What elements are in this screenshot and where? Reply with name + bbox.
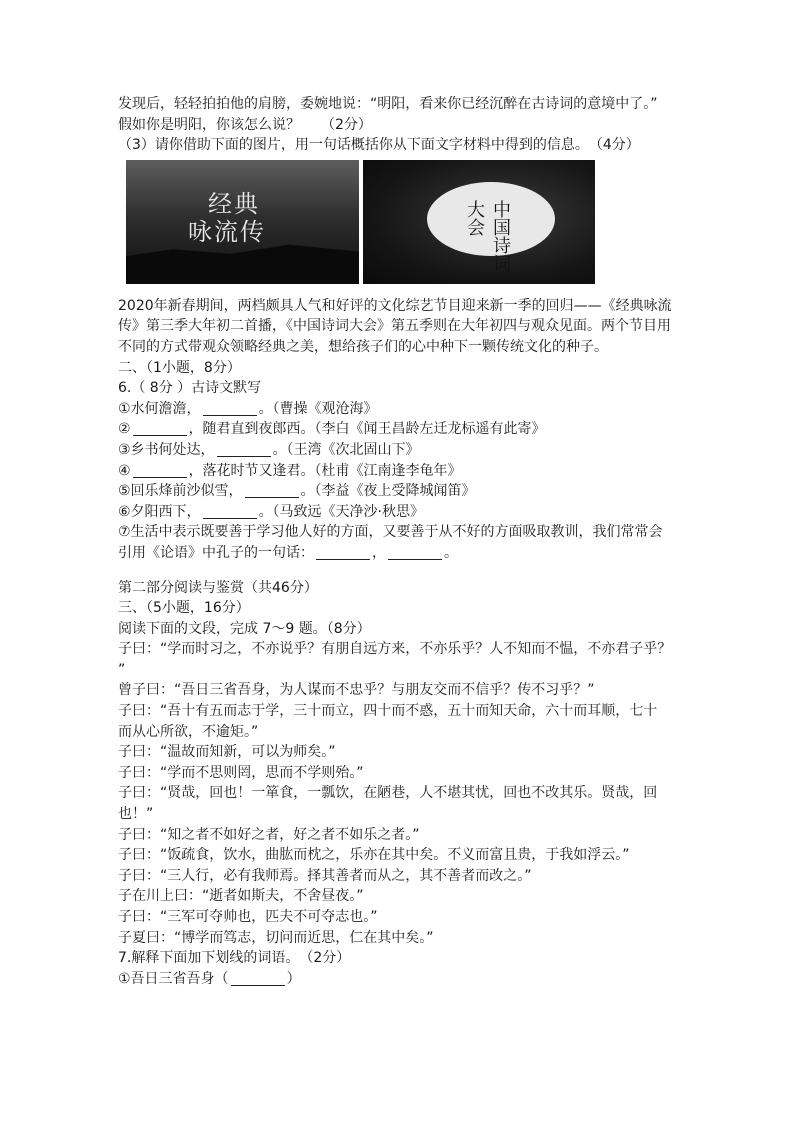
- image-title-2: 咏流传: [188, 217, 266, 246]
- image-title-1: 经典: [208, 189, 260, 218]
- analects-line: 子曰：“学而时习之，不亦说乎？有朋自远方来，不亦乐乎？人不知而不愠，不亦君子乎？: [118, 641, 672, 658]
- answer-blank[interactable]: [388, 545, 442, 560]
- document-page: [118, 94, 678, 989]
- analects-line: 子曰：“三军可夺帅也，匹夫不可夺志也。”: [118, 909, 378, 925]
- section-heading: 三、（5小题，16分）: [118, 600, 250, 617]
- poetry-program-image: [363, 160, 595, 284]
- text-line: 发现后，轻轻拍拍他的肩膀，委婉地说：“明阳，看来你已经沉醉在古诗词的意境中了。”: [118, 96, 658, 112]
- analects-line: 而从心所欲，不逾矩。”: [118, 723, 259, 740]
- image-row: [122, 160, 678, 288]
- classic-program-image: [126, 160, 359, 284]
- material-line: 传》第三季大年初二首播，《中国诗词大会》第五季则在大年初四与观众见面。两个节目用: [118, 318, 671, 335]
- text-line: 假如你是明阳，你该怎么说？ （2分）: [118, 116, 372, 133]
- analects-line: 子曰：“三人行，必有我师焉。择其善者而从之，其不善者而改之。”: [118, 867, 532, 884]
- analects-line: 子曰：“温故而知新，可以为师矣。”: [118, 744, 336, 761]
- image-title-3: 中国诗词大会: [464, 199, 511, 272]
- material-line: 不同的方式带观众领略经典之美，想给孩子们的心中种下一颗传统文化的种子。: [118, 338, 608, 355]
- question-3: （3）请你借助下面的图片，用一句话概括你从下面文字材料中得到的信息。 （4分）: [118, 137, 640, 154]
- recite-item-7: ⑦生活中表示既要善于学习他人好的方面，又要善于从不好的方面吸取教训，我们常常会: [118, 524, 663, 541]
- answer-blank[interactable]: [203, 504, 257, 519]
- analects-line: 也！”: [118, 806, 154, 823]
- recite-item: ①水何澹澹， 。（曹操《观沧海》: [118, 400, 378, 417]
- analects-line: 子夏曰：“博学而笃志，切问而近思，仁在其中矣。”: [118, 929, 434, 946]
- section-heading: 二、（1小题，8分）: [118, 359, 241, 376]
- reading-intro: 阅读下面的文段，完成 7～9 题。（8分）: [118, 620, 371, 637]
- analects-line: 子曰：“饭疏食，饮水，曲肱而枕之，乐亦在其中矣。不义而富且贵，于我如浮云。”: [118, 847, 630, 864]
- material-line: 2020年新春期间，两档颇具人气和好评的文化综艺节目迎来新一季的回归——《经典咏流: [118, 297, 672, 314]
- analects-line: ”: [118, 661, 126, 678]
- answer-blank[interactable]: [203, 401, 257, 416]
- recite-item: ② ，随君直到夜郎西。（李白《闻王昌龄左迁龙标遥有此寄》: [118, 421, 546, 438]
- answer-blank[interactable]: [316, 545, 370, 560]
- part-title: 第二部分阅读与鉴赏（共46分）: [118, 579, 318, 596]
- answer-blank[interactable]: [133, 463, 187, 478]
- analects-line: 曾子曰：“吾日三省吾身，为人谋而不忠乎？与朋友交而不信乎？传不习乎？”: [118, 682, 595, 699]
- answer-blank[interactable]: [133, 421, 187, 436]
- analects-line: 子曰：“贤哉，回也！一箪食，一瓢饮，在陋巷，人不堪其忧，回也不改其乐。贤哉，回: [118, 785, 658, 802]
- analects-line: 子曰：“学而不思则罔，思而不学则殆。”: [118, 764, 364, 781]
- analects-line: 子在川上曰：“逝者如斯夫，不舍昼夜。”: [118, 888, 364, 905]
- question-7-item: ①吾日三省吾身（ ）: [118, 970, 301, 987]
- answer-blank[interactable]: [245, 483, 299, 498]
- answer-blank[interactable]: [217, 442, 271, 457]
- analects-line: 子曰：“吾十有五而志于学，三十而立，四十而不惑，五十而知天命，六十而耳顺，七十: [118, 703, 658, 720]
- recite-item-7b: 引用《论语》中孔子的一句话： ， 。: [118, 544, 458, 561]
- recite-item: ③乡书何处达， 。（王湾《次北固山下》: [118, 441, 420, 458]
- answer-blank[interactable]: [231, 971, 285, 986]
- analects-line: 子曰：“知之者不如好之者，好之者不如乐之者。”: [118, 826, 420, 843]
- recite-item: ⑥夕阳西下， 。（马致远《天净沙·秋思》: [118, 503, 425, 520]
- recite-item: ⑤回乐烽前沙似雪， 。（李益《夜上受降城闻笛》: [118, 483, 476, 500]
- recite-item: ④ ，落花时节又逢君。（杜甫《江南逢李龟年》: [118, 462, 462, 479]
- question-7: 7.解释下面加下划线的词语。 （2分）: [118, 950, 351, 967]
- question-6: 6.（ 8分 ）古诗文默写: [118, 380, 262, 397]
